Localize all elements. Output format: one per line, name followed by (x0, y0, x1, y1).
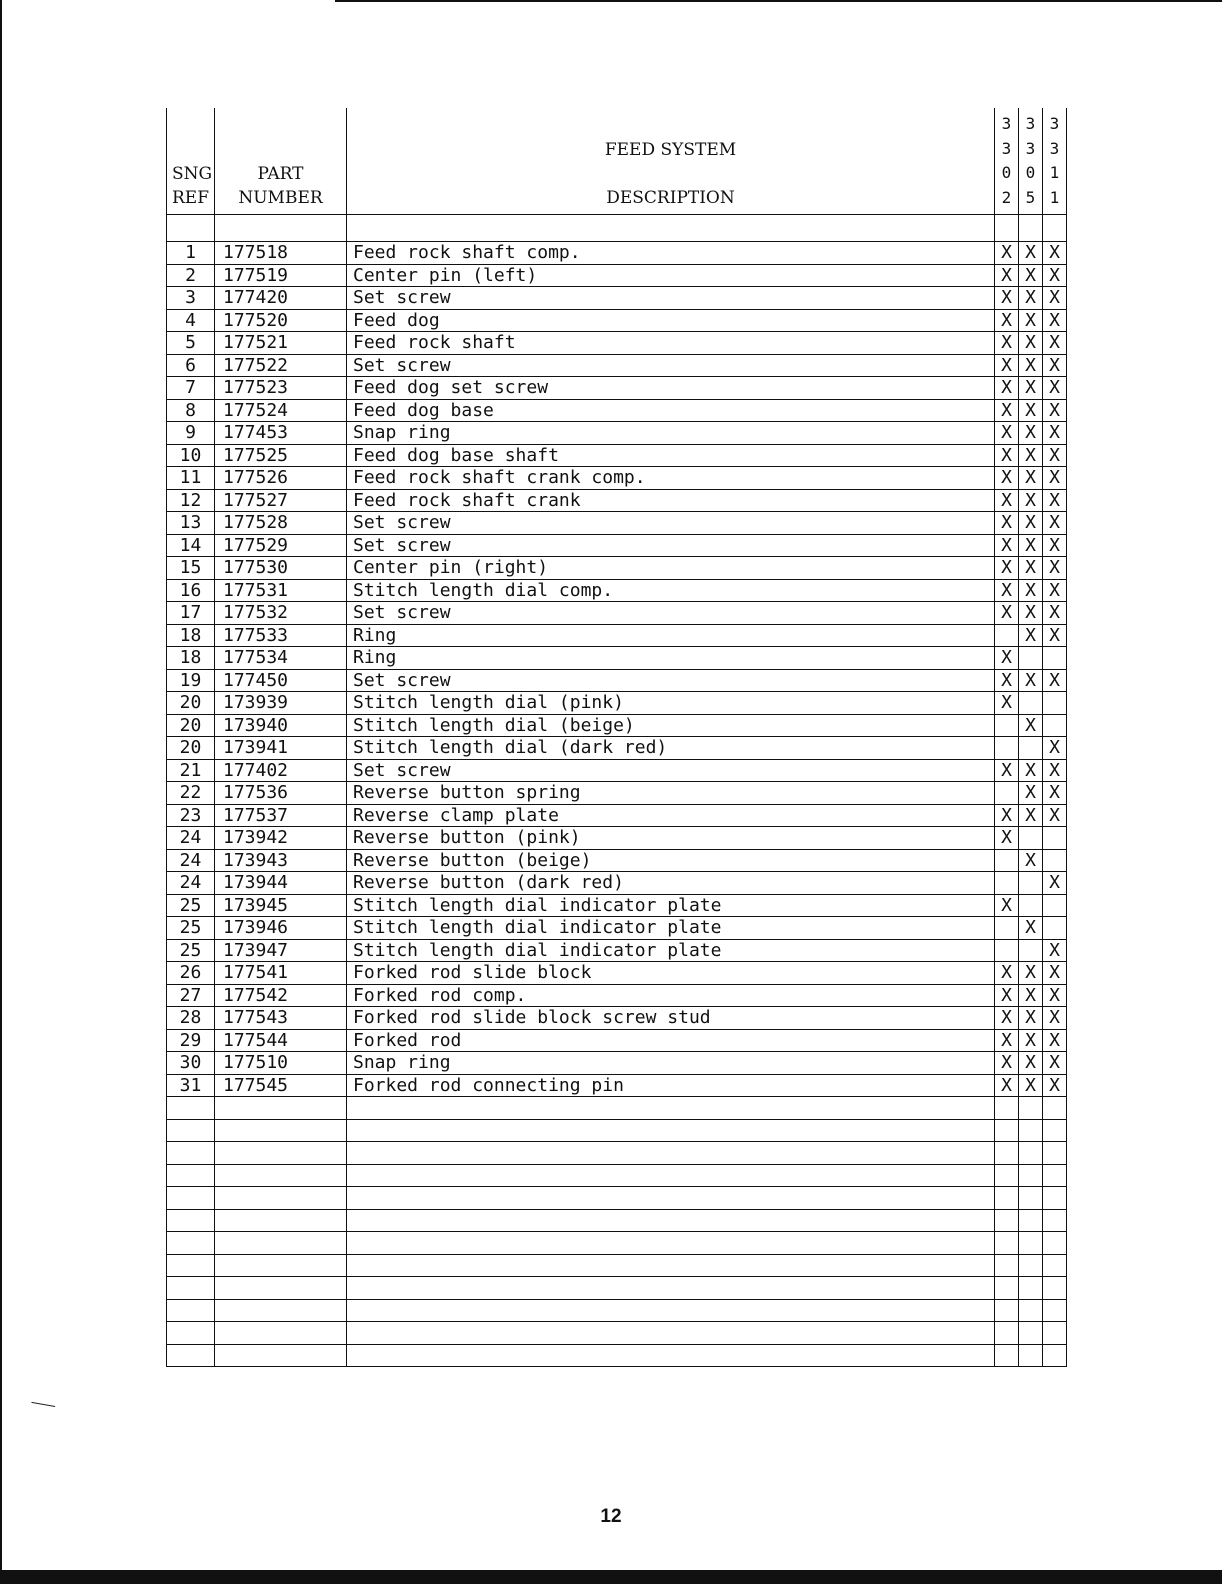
cell-ref: 9 (167, 422, 215, 445)
cell-desc: Set screw (347, 354, 995, 377)
cell-m2: X (1019, 782, 1043, 805)
cell-m1 (995, 782, 1019, 805)
cell-part: 173942 (215, 827, 347, 850)
table-row (167, 692, 1067, 715)
parts-rows (167, 242, 1067, 1367)
cell-ref: 8 (167, 399, 215, 422)
cell-ref: 25 (167, 939, 215, 962)
cell-part: 177529 (215, 534, 347, 557)
cell-m1: X (995, 354, 1019, 377)
cell-m2: X (1019, 309, 1043, 332)
cell-m3: X (1043, 669, 1067, 692)
cell-m2: X (1019, 984, 1043, 1007)
cell-ref: 16 (167, 579, 215, 602)
cell-m1: X (995, 1052, 1019, 1075)
cell-desc: Feed dog (347, 309, 995, 332)
col-header-model-3311: 3 3 1 1 (1043, 108, 1067, 215)
cell-m3: X (1043, 444, 1067, 467)
cell-ref: 29 (167, 1029, 215, 1052)
header-row (167, 108, 1067, 215)
cell-part: 177524 (215, 399, 347, 422)
cell-ref: 15 (167, 557, 215, 580)
cell-desc: Forked rod (347, 1029, 995, 1052)
cell-part: 177527 (215, 489, 347, 512)
table-row (167, 534, 1067, 557)
cell-m3: X (1043, 759, 1067, 782)
cell-ref: 18 (167, 624, 215, 647)
cell-m3: X (1043, 624, 1067, 647)
col-header-part: PART NUMBER (215, 108, 347, 215)
cell-desc: Feed dog base (347, 399, 995, 422)
cell-desc: Stitch length dial indicator plate (347, 917, 995, 940)
cell-m1: X (995, 579, 1019, 602)
cell-m2 (1019, 692, 1043, 715)
cell-desc: Set screw (347, 759, 995, 782)
cell-ref: 20 (167, 692, 215, 715)
cell-m1: X (995, 692, 1019, 715)
table-row (167, 309, 1067, 332)
cell-m2: X (1019, 759, 1043, 782)
cell-part: 173941 (215, 737, 347, 760)
cell-part: 177536 (215, 782, 347, 805)
cell-m1: X (995, 962, 1019, 985)
cell-m2: X (1019, 332, 1043, 355)
section-title: FEED SYSTEM (604, 140, 737, 160)
cell-m3: X (1043, 557, 1067, 580)
table-row (167, 512, 1067, 535)
cell-ref: 2 (167, 264, 215, 287)
table-row (167, 332, 1067, 355)
cell-m2 (1019, 647, 1043, 670)
empty-row (167, 1277, 1067, 1300)
cell-desc: Set screw (347, 534, 995, 557)
cell-ref: 4 (167, 309, 215, 332)
cell-desc: Center pin (left) (347, 264, 995, 287)
cell-part: 177533 (215, 624, 347, 647)
cell-m3 (1043, 647, 1067, 670)
cell-ref: 10 (167, 444, 215, 467)
cell-m1: X (995, 377, 1019, 400)
cell-m3: X (1043, 579, 1067, 602)
table-row (167, 759, 1067, 782)
cell-m2: X (1019, 602, 1043, 625)
cell-desc: Set screw (347, 602, 995, 625)
cell-desc: Forked rod comp. (347, 984, 995, 1007)
cell-m2: X (1019, 354, 1043, 377)
cell-m1: X (995, 422, 1019, 445)
cell-m3 (1043, 894, 1067, 917)
cell-part: 177518 (215, 242, 347, 265)
header-spacer-row (167, 215, 1067, 242)
cell-m2: X (1019, 422, 1043, 445)
cell-m1: X (995, 242, 1019, 265)
cell-m2: X (1019, 399, 1043, 422)
cell-m2: X (1019, 534, 1043, 557)
cell-m3: X (1043, 962, 1067, 985)
table-row (167, 377, 1067, 400)
cell-m1: X (995, 827, 1019, 850)
cell-m1: X (995, 332, 1019, 355)
cell-desc: Snap ring (347, 1052, 995, 1075)
cell-m2: X (1019, 444, 1043, 467)
cell-m2: X (1019, 1029, 1043, 1052)
cell-m3: X (1043, 287, 1067, 310)
cell-ref: 20 (167, 714, 215, 737)
col-header-model-3305: 3 3 0 5 (1019, 108, 1043, 215)
cell-ref: 17 (167, 602, 215, 625)
empty-row (167, 1322, 1067, 1345)
cell-m1: X (995, 557, 1019, 580)
cell-m1: X (995, 1029, 1019, 1052)
cell-ref: 23 (167, 804, 215, 827)
cell-m3: X (1043, 1074, 1067, 1097)
cell-desc: Center pin (right) (347, 557, 995, 580)
cell-part: 177532 (215, 602, 347, 625)
cell-part: 177453 (215, 422, 347, 445)
cell-m2: X (1019, 1007, 1043, 1030)
table-row (167, 444, 1067, 467)
cell-ref: 28 (167, 1007, 215, 1030)
cell-part: 177544 (215, 1029, 347, 1052)
empty-row (167, 1119, 1067, 1142)
cell-ref: 24 (167, 827, 215, 850)
cell-m3: X (1043, 309, 1067, 332)
table-row (167, 399, 1067, 422)
cell-m1: X (995, 512, 1019, 535)
cell-m1: X (995, 804, 1019, 827)
cell-m1: X (995, 309, 1019, 332)
cell-ref: 30 (167, 1052, 215, 1075)
cell-m1 (995, 737, 1019, 760)
cell-part: 177510 (215, 1052, 347, 1075)
cell-m1 (995, 939, 1019, 962)
cell-m3: X (1043, 939, 1067, 962)
cell-ref: 24 (167, 872, 215, 895)
cell-m2: X (1019, 624, 1043, 647)
cell-part: 177402 (215, 759, 347, 782)
cell-m1 (995, 714, 1019, 737)
cell-m2 (1019, 827, 1043, 850)
cell-m2 (1019, 872, 1043, 895)
table-row (167, 804, 1067, 827)
cell-desc: Ring (347, 624, 995, 647)
cell-desc: Reverse button (dark red) (347, 872, 995, 895)
cell-m1: X (995, 287, 1019, 310)
cell-desc: Stitch length dial (dark red) (347, 737, 995, 760)
cell-desc: Reverse button (pink) (347, 827, 995, 850)
cell-desc: Feed rock shaft crank (347, 489, 995, 512)
cell-m1: X (995, 489, 1019, 512)
table-row (167, 939, 1067, 962)
empty-row (167, 1232, 1067, 1255)
parts-table (166, 108, 1067, 1367)
cell-m2: X (1019, 377, 1043, 400)
table-row (167, 422, 1067, 445)
col-header-ref: SNG REF (167, 108, 215, 215)
cell-m1: X (995, 399, 1019, 422)
cell-m2: X (1019, 264, 1043, 287)
cell-ref: 25 (167, 894, 215, 917)
cell-m2: X (1019, 804, 1043, 827)
cell-ref: 25 (167, 917, 215, 940)
cell-m3: X (1043, 467, 1067, 490)
table-row (167, 849, 1067, 872)
cell-m1: X (995, 467, 1019, 490)
cell-m2: X (1019, 467, 1043, 490)
table-row (167, 557, 1067, 580)
cell-desc: Stitch length dial (pink) (347, 692, 995, 715)
table-row (167, 489, 1067, 512)
cell-m2 (1019, 939, 1043, 962)
cell-m2: X (1019, 917, 1043, 940)
cell-part: 177537 (215, 804, 347, 827)
cell-ref: 13 (167, 512, 215, 535)
table-row (167, 242, 1067, 265)
scan-mark (31, 1394, 56, 1407)
table-row (167, 264, 1067, 287)
cell-desc: Feed dog set screw (347, 377, 995, 400)
cell-part: 177525 (215, 444, 347, 467)
table-row (167, 962, 1067, 985)
cell-m3: X (1043, 534, 1067, 557)
cell-m2: X (1019, 512, 1043, 535)
cell-desc: Forked rod slide block screw stud (347, 1007, 995, 1030)
cell-part: 173939 (215, 692, 347, 715)
cell-m2 (1019, 737, 1043, 760)
left-scan-edge (0, 0, 2, 1584)
cell-m3: X (1043, 399, 1067, 422)
cell-desc: Reverse clamp plate (347, 804, 995, 827)
empty-row (167, 1344, 1067, 1367)
cell-part: 177534 (215, 647, 347, 670)
cell-m3: X (1043, 512, 1067, 535)
cell-m3: X (1043, 872, 1067, 895)
col-header-description: FEED SYSTEM DESCRIPTION (347, 108, 995, 215)
bottom-scan-edge (0, 1570, 1222, 1584)
cell-m3 (1043, 714, 1067, 737)
cell-m1: X (995, 669, 1019, 692)
cell-m2: X (1019, 557, 1043, 580)
cell-m2: X (1019, 962, 1043, 985)
cell-desc: Set screw (347, 512, 995, 535)
cell-m2: X (1019, 714, 1043, 737)
cell-m3: X (1043, 489, 1067, 512)
cell-m2: X (1019, 849, 1043, 872)
cell-part: 177420 (215, 287, 347, 310)
cell-m3: X (1043, 264, 1067, 287)
table-row (167, 669, 1067, 692)
cell-m3 (1043, 917, 1067, 940)
cell-part: 173947 (215, 939, 347, 962)
table-row (167, 917, 1067, 940)
cell-m3 (1043, 849, 1067, 872)
cell-desc: Stitch length dial indicator plate (347, 894, 995, 917)
cell-m3: X (1043, 1007, 1067, 1030)
cell-part: 177526 (215, 467, 347, 490)
cell-m1: X (995, 647, 1019, 670)
cell-m2: X (1019, 669, 1043, 692)
cell-ref: 7 (167, 377, 215, 400)
cell-desc: Feed rock shaft crank comp. (347, 467, 995, 490)
cell-m3: X (1043, 354, 1067, 377)
cell-desc: Forked rod connecting pin (347, 1074, 995, 1097)
cell-part: 177523 (215, 377, 347, 400)
cell-m3: X (1043, 737, 1067, 760)
empty-row (167, 1254, 1067, 1277)
table-row (167, 872, 1067, 895)
cell-ref: 11 (167, 467, 215, 490)
table-row (167, 1074, 1067, 1097)
cell-m1: X (995, 984, 1019, 1007)
cell-m3: X (1043, 984, 1067, 1007)
empty-row (167, 1097, 1067, 1120)
table-row (167, 1007, 1067, 1030)
cell-desc: Reverse button spring (347, 782, 995, 805)
cell-m1: X (995, 264, 1019, 287)
cell-m2: X (1019, 579, 1043, 602)
cell-desc: Set screw (347, 287, 995, 310)
table-row (167, 782, 1067, 805)
cell-m1 (995, 624, 1019, 647)
table-row (167, 894, 1067, 917)
cell-m1: X (995, 894, 1019, 917)
cell-m3: X (1043, 422, 1067, 445)
cell-part: 173940 (215, 714, 347, 737)
cell-desc: Snap ring (347, 422, 995, 445)
cell-part: 177522 (215, 354, 347, 377)
table-row (167, 737, 1067, 760)
cell-part: 173945 (215, 894, 347, 917)
cell-m2: X (1019, 242, 1043, 265)
cell-part: 177528 (215, 512, 347, 535)
empty-row (167, 1142, 1067, 1165)
cell-ref: 18 (167, 647, 215, 670)
cell-desc: Forked rod slide block (347, 962, 995, 985)
cell-m2: X (1019, 287, 1043, 310)
cell-part: 177543 (215, 1007, 347, 1030)
cell-part: 177545 (215, 1074, 347, 1097)
cell-m3 (1043, 692, 1067, 715)
cell-m2: X (1019, 1052, 1043, 1075)
cell-m2: X (1019, 1074, 1043, 1097)
cell-ref: 26 (167, 962, 215, 985)
cell-ref: 12 (167, 489, 215, 512)
table-row (167, 1052, 1067, 1075)
cell-desc: Stitch length dial comp. (347, 579, 995, 602)
empty-row (167, 1164, 1067, 1187)
cell-ref: 6 (167, 354, 215, 377)
cell-ref: 27 (167, 984, 215, 1007)
cell-desc: Feed rock shaft (347, 332, 995, 355)
cell-m3 (1043, 827, 1067, 850)
cell-part: 177520 (215, 309, 347, 332)
cell-m2: X (1019, 489, 1043, 512)
cell-part: 177450 (215, 669, 347, 692)
cell-m1 (995, 849, 1019, 872)
cell-part: 173944 (215, 872, 347, 895)
cell-desc: Stitch length dial indicator plate (347, 939, 995, 962)
cell-m3: X (1043, 602, 1067, 625)
cell-ref: 5 (167, 332, 215, 355)
cell-part: 177541 (215, 962, 347, 985)
table-row (167, 984, 1067, 1007)
cell-m1 (995, 917, 1019, 940)
cell-part: 173943 (215, 849, 347, 872)
cell-part: 177542 (215, 984, 347, 1007)
cell-m3: X (1043, 332, 1067, 355)
table-row (167, 647, 1067, 670)
cell-m1: X (995, 1007, 1019, 1030)
cell-desc: Stitch length dial (beige) (347, 714, 995, 737)
cell-part: 177531 (215, 579, 347, 602)
cell-desc: Reverse button (beige) (347, 849, 995, 872)
cell-ref: 31 (167, 1074, 215, 1097)
cell-m3: X (1043, 1029, 1067, 1052)
page-number: 12 (600, 1506, 622, 1527)
cell-m3: X (1043, 1052, 1067, 1075)
cell-desc: Set screw (347, 669, 995, 692)
cell-desc: Feed rock shaft comp. (347, 242, 995, 265)
cell-desc: Feed dog base shaft (347, 444, 995, 467)
cell-m3: X (1043, 242, 1067, 265)
cell-part: 173946 (215, 917, 347, 940)
table-row (167, 602, 1067, 625)
cell-m1: X (995, 444, 1019, 467)
empty-row (167, 1187, 1067, 1210)
cell-m3: X (1043, 782, 1067, 805)
cell-m1: X (995, 534, 1019, 557)
cell-part: 177530 (215, 557, 347, 580)
table-row (167, 714, 1067, 737)
table-row (167, 354, 1067, 377)
cell-m1: X (995, 1074, 1019, 1097)
cell-m1: X (995, 602, 1019, 625)
cell-m3: X (1043, 377, 1067, 400)
table-row (167, 467, 1067, 490)
cell-ref: 1 (167, 242, 215, 265)
table-row (167, 287, 1067, 310)
cell-ref: 22 (167, 782, 215, 805)
cell-ref: 14 (167, 534, 215, 557)
cell-m1 (995, 872, 1019, 895)
top-rule (335, 0, 1222, 2)
table-row (167, 1029, 1067, 1052)
table-row (167, 579, 1067, 602)
cell-ref: 24 (167, 849, 215, 872)
cell-ref: 19 (167, 669, 215, 692)
cell-part: 177519 (215, 264, 347, 287)
empty-row (167, 1209, 1067, 1232)
cell-m3: X (1043, 804, 1067, 827)
cell-ref: 3 (167, 287, 215, 310)
cell-m1: X (995, 759, 1019, 782)
table-row (167, 624, 1067, 647)
cell-ref: 20 (167, 737, 215, 760)
cell-desc: Ring (347, 647, 995, 670)
cell-m2 (1019, 894, 1043, 917)
cell-part: 177521 (215, 332, 347, 355)
table-row (167, 827, 1067, 850)
empty-row (167, 1299, 1067, 1322)
col-header-model-3302: 3 3 0 2 (995, 108, 1019, 215)
cell-ref: 21 (167, 759, 215, 782)
